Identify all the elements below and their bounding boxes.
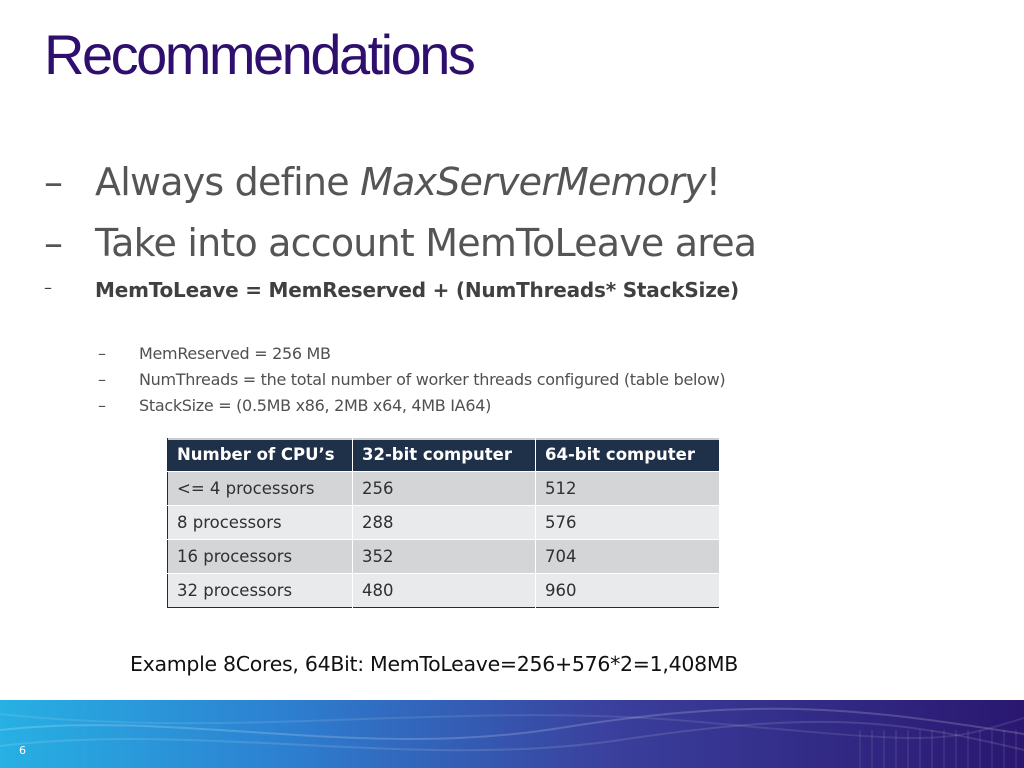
slide-title: Recommendations xyxy=(44,23,474,86)
table-row xyxy=(168,506,720,540)
cell-64bit: 512 xyxy=(536,472,720,506)
table-row xyxy=(168,472,720,506)
cell-32bit: 480 xyxy=(353,574,536,608)
bullet-text xyxy=(95,160,720,204)
footer-wave-decoration xyxy=(0,700,1024,768)
bullet-dash: – xyxy=(44,160,63,204)
worker-threads-table xyxy=(167,436,720,608)
example-calculation: Example 8Cores, 64Bit: MemToLeave=256+576*2=1,408MB xyxy=(130,652,739,676)
formula-text: MemToLeave = MemReserved + (NumThreads* StackSize) xyxy=(95,278,739,302)
sub-bullet-text: MemReserved = 256 MB xyxy=(139,344,331,363)
footer-banner xyxy=(0,700,1024,768)
table-row xyxy=(168,574,720,608)
bullet-dash: – xyxy=(98,344,106,363)
table-row xyxy=(168,540,720,574)
cell-32bit: 256 xyxy=(353,472,536,506)
cell-64bit: 960 xyxy=(536,574,720,608)
bullet-dash: – xyxy=(44,278,52,297)
header-cpus: Number of CPU’s xyxy=(168,437,353,472)
bullet-prefix: Always define xyxy=(95,160,361,204)
bullet-suffix: ! xyxy=(705,160,721,204)
bullet-dash: – xyxy=(98,396,106,415)
bullet-dash: – xyxy=(44,221,63,265)
sub-bullet-text: NumThreads = the total number of worker threads configured (table below) xyxy=(139,370,726,389)
cell-cpus: 8 processors xyxy=(168,506,353,540)
cell-cpus: 16 processors xyxy=(168,540,353,574)
table-header-row xyxy=(168,437,720,472)
sub-bullet-text: StackSize = (0.5MB x86, 2MB x64, 4MB IA64) xyxy=(139,396,492,415)
bullet-dash: – xyxy=(98,370,106,389)
slide-number: 6 xyxy=(19,744,26,757)
cell-64bit: 576 xyxy=(536,506,720,540)
header-64bit: 64-bit computer xyxy=(536,437,720,472)
bullet-text: Take into account MemToLeave area xyxy=(95,221,757,265)
cell-cpus: 32 processors xyxy=(168,574,353,608)
cell-32bit: 352 xyxy=(353,540,536,574)
header-32bit: 32-bit computer xyxy=(353,437,536,472)
cell-64bit: 704 xyxy=(536,540,720,574)
cell-32bit: 288 xyxy=(353,506,536,540)
cell-cpus: <= 4 processors xyxy=(168,472,353,506)
worker-threads-table-container xyxy=(167,436,719,606)
bullet-emphasis: MaxServerMemory xyxy=(360,160,706,204)
